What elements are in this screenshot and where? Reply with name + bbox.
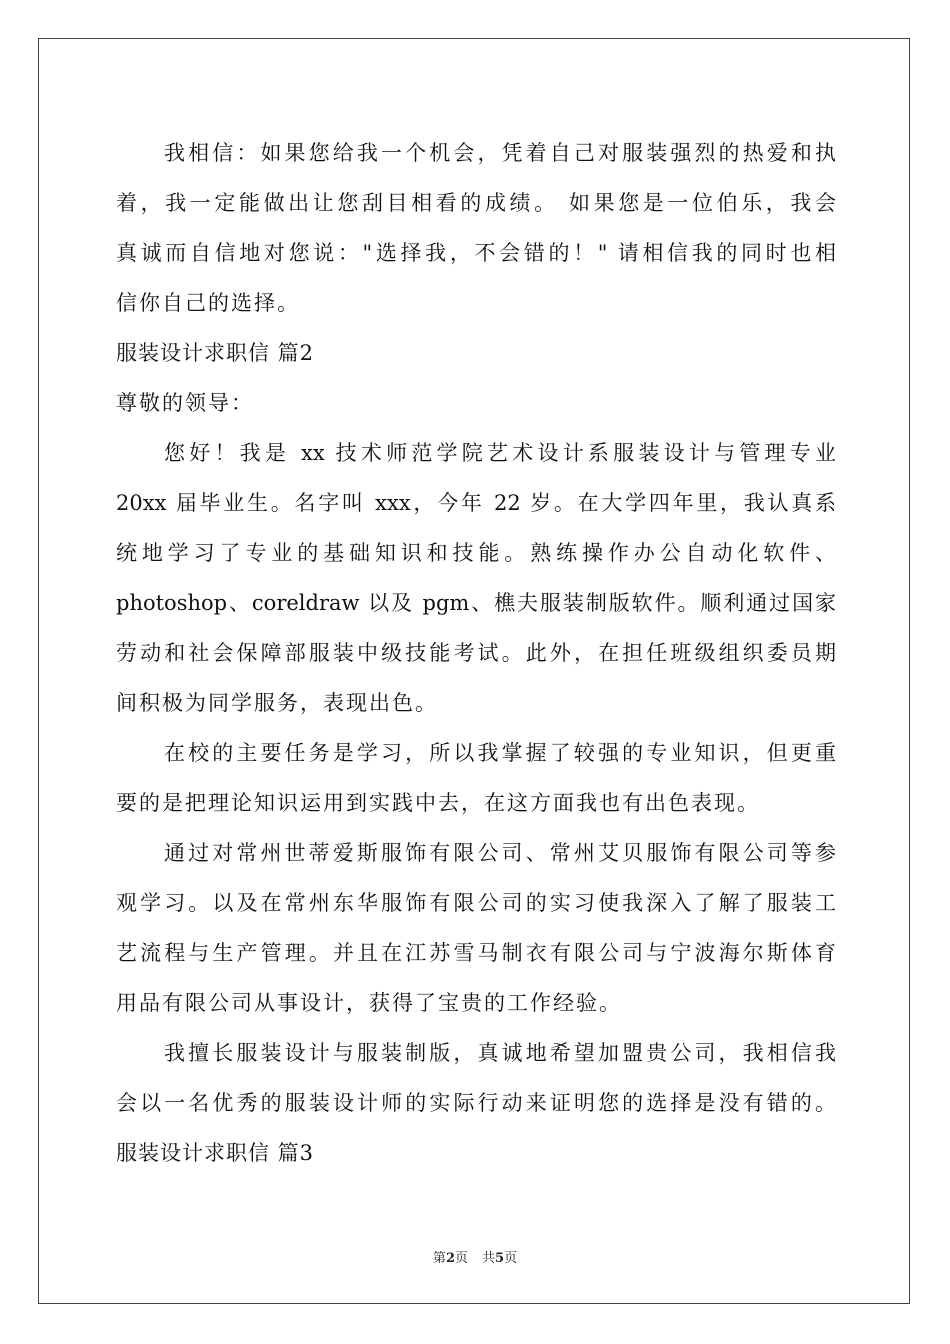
document-body	[116, 128, 836, 1178]
paragraph-line: 我擅长服装设计与服装制版，真诚地希望加盟贵公司，我相信我	[164, 1041, 836, 1065]
paragraph-line: 着，我一定能做出让您刮目相看的成绩。 如果您是一位伯乐，我会	[116, 191, 836, 215]
paragraph-line: 要的是把理论知识运用到实践中去，在这方面我也有出色表现。	[116, 791, 760, 815]
page-prefix: 第	[432, 1251, 446, 1266]
section-heading: 服装设计求职信 篇3	[116, 1141, 315, 1165]
paragraph-line: 统地学习了专业的基础知识和技能。熟练操作办公自动化软件、	[116, 541, 836, 565]
page-footer	[0, 1247, 950, 1266]
paragraph-line: 观学习。以及在常州东华服饰有限公司的实习使我深入了解了服装工	[116, 891, 836, 915]
total-prefix: 共	[482, 1251, 496, 1266]
paragraph-line: 劳动和社会保障部服装中级技能考试。此外，在担任班级组织委员期	[116, 641, 836, 665]
paragraph-line: 真诚而自信地对您说："选择我，不会错的！" 请相信我的同时也相	[116, 241, 836, 265]
paragraph-line: 您好！我是 xx 技术师范学院艺术设计系服装设计与管理专业	[164, 441, 836, 465]
salutation: 尊敬的领导：	[116, 391, 254, 415]
page-total: 5	[495, 1251, 505, 1266]
page-current: 2	[445, 1251, 455, 1266]
paragraph-line: 艺流程与生产管理。并且在江苏雪马制衣有限公司与宁波海尔斯体育	[116, 941, 836, 965]
paragraph-line: 在校的主要任务是学习，所以我掌握了较强的专业知识，但更重	[164, 741, 836, 765]
paragraph-line: 会以一名优秀的服装设计师的实际行动来证明您的选择是没有错的。	[116, 1091, 836, 1115]
paragraph-line: 用品有限公司从事设计，获得了宝贵的工作经验。	[116, 991, 622, 1015]
page-suffix: 页	[454, 1251, 468, 1266]
paragraph-line: 间积极为同学服务，表现出色。	[116, 691, 438, 715]
paragraph-line: 通过对常州世蒂爱斯服饰有限公司、常州艾贝服饰有限公司等参	[164, 841, 836, 865]
paragraph-line: 我相信：如果您给我一个机会，凭着自己对服装强烈的热爱和执	[164, 141, 836, 165]
paragraph-line: 信你自己的选择。	[116, 291, 300, 315]
paragraph-line: photoshop、coreldraw 以及 pgm、樵夫服装制版软件。顺利通过国家	[116, 591, 836, 615]
total-suffix: 页	[504, 1251, 518, 1266]
section-heading: 服装设计求职信 篇2	[116, 341, 315, 365]
paragraph-line: 20xx 届毕业生。名字叫 xxx，今年 22 岁。在大学四年里，我认真系	[116, 491, 836, 515]
